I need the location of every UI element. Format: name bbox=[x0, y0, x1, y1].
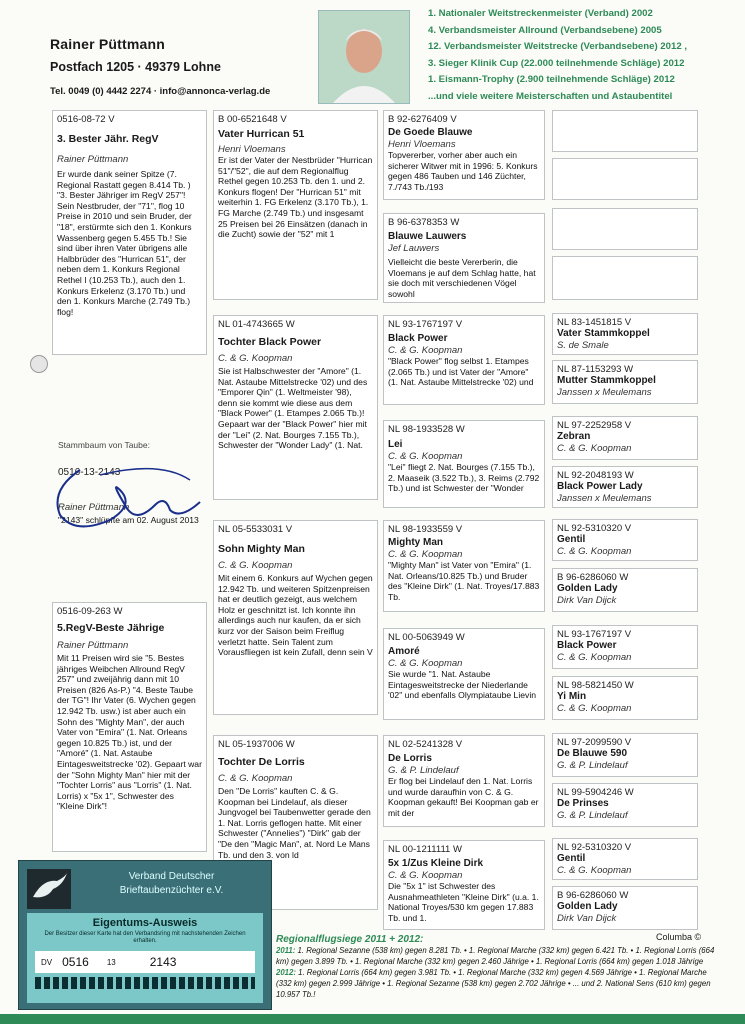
dove-logo-icon bbox=[27, 869, 71, 909]
breeder: Henri Vloemans bbox=[388, 139, 456, 150]
grandparent-box bbox=[383, 420, 545, 508]
pigeon-name: 5x 1/Zus Kleine Dirk bbox=[388, 858, 484, 869]
breeder: C. & G. Koopman bbox=[218, 560, 293, 571]
ring-code-field bbox=[35, 951, 255, 973]
title-item: 12. Verbandsmeister Weitstrecke (Verbandsebene) 2012 , bbox=[428, 41, 687, 52]
description: "Black Power" flog selbst 1. Etampes (2.065 Tb.) und ist Vater der "Amore" (1. Nat. Astaube Mittelstrecke '02) und bbox=[388, 356, 534, 388]
breeder: Rainer Püttmann bbox=[57, 640, 129, 651]
ancestor-box bbox=[552, 466, 698, 508]
pigeon-name: Sohn Mighty Man bbox=[218, 543, 305, 555]
wins-2011 bbox=[276, 945, 716, 967]
card-info-text: Der Besitzer dieser Karte hat den Verbandsring mit nachstehenden Zeichen erhalten. bbox=[44, 931, 246, 944]
title-item: 4. Verbandsmeister Allround (Verbandsebene) 2005 bbox=[428, 24, 662, 36]
grandparent-box bbox=[383, 628, 545, 720]
ring-number: B 92-6276409 V bbox=[388, 114, 457, 125]
subject-mother-box bbox=[52, 602, 207, 852]
copyright: Columba © bbox=[656, 932, 702, 942]
title-item: 3. Sieger Klinik Cup (22.000 teilnehmende Schläge) 2012 bbox=[428, 57, 685, 69]
subject-father-box bbox=[52, 110, 207, 355]
breeder: Janssen x Meulemans bbox=[557, 387, 652, 398]
pigeon-name: Black Power bbox=[388, 333, 448, 344]
ring-number: NL 92-5310320 V bbox=[557, 842, 632, 853]
ring-number: NL 97-2099590 V bbox=[557, 737, 632, 748]
breeder: C. & G. Koopman bbox=[557, 652, 632, 663]
pigeon-name: Black Power Lady bbox=[557, 481, 643, 492]
ownership-card bbox=[18, 860, 272, 1010]
card-body bbox=[27, 913, 263, 1003]
pigeon-name: Blauwe Lauwers bbox=[388, 231, 467, 242]
parent-box bbox=[213, 315, 378, 500]
ring-number: 0516-09-263 W bbox=[57, 606, 123, 617]
empty-ancestor-box bbox=[552, 158, 698, 200]
description: Mit 11 Preisen wird sie "5. Bestes jähriges Weibchen Allround RegV 257" und zweijährig dann mit 10 Preisen (826 As-P.) "4. Beste Taube der TG"! Ihr Vater (6. Wychen gegen 12.942 Tb. usw.) ist aber auch ein Sohn des "Mighty Man", der auch Vater von "Emira" (1. Nat. Orleans gegen 10.825 Tb.) ist, und der "Amoré" (1. Nat. Astaube Eintagesweitstrecke '02). Gepaart war der "Sohn Mighty Man" hier mit der "Tochter Lorris" aus "Lorris" (1. Nat. Lorris) x "5x 1", Schwester des "Kleine Dirk"! bbox=[57, 653, 202, 812]
ancestor-box bbox=[552, 676, 698, 720]
pigeon-name: Tochter De Lorris bbox=[218, 756, 305, 768]
parent-box bbox=[213, 520, 378, 715]
parent-box bbox=[213, 110, 378, 300]
pigeon-name: Yi Min bbox=[557, 691, 587, 702]
titles-list bbox=[428, 6, 687, 105]
title-item: ...und viele weitere Meisterschaften und Astaubentitel bbox=[428, 90, 673, 102]
description: Die "5x 1" ist Schwester des Ausnahmeathleten "Kleine Dirk" (u.a. 1. National Troyes/530 km gegen 17.883 Tb. und 1. bbox=[388, 881, 539, 923]
ring-number: NL 98-1933559 V bbox=[388, 524, 463, 535]
year-label: 2011: bbox=[276, 946, 296, 955]
ring-number: B 00-6521648 V bbox=[218, 114, 287, 125]
signature-icon bbox=[40, 450, 210, 545]
title-item: 1. Eismann-Trophy (2.900 teilnehmende Schläge) 2012 bbox=[428, 74, 675, 85]
pedigree-breeder: Rainer Püttmann bbox=[58, 501, 130, 513]
pedigree-title: Stammbaum von Taube: bbox=[58, 440, 150, 450]
description: Sie ist Halbschwester der "Amore" (1. Nat. Astaube Mittelstrecke '02) und des "Emporer Qin" (1. Weltmeister '98), denn sie kommt wie diese aus dem "Black Power" (1. Etampes 2.065 Tb.)! Gepaart war der "Black Power" hier mit der "Lei" (2. Nat. Bourges 7.155 Tb.), Schwester der "Wonder Lady" (1. Nat. bbox=[218, 366, 368, 451]
breeder: G. & P. Lindelauf bbox=[557, 810, 628, 821]
ancestor-box bbox=[552, 360, 698, 404]
pigeon-name: De Lorris bbox=[388, 753, 432, 764]
grandparent-box bbox=[383, 213, 545, 303]
ring-number: NL 83-1451815 V bbox=[557, 317, 632, 328]
pigeon-name: Mighty Man bbox=[388, 537, 443, 548]
pigeon-name: De Prinses bbox=[557, 798, 609, 809]
ancestor-box bbox=[552, 416, 698, 460]
description: Topvererber, vorher aber auch ein sicherer Witwer mit in 1996: 5. Konkurs gegen 486 Tauben und 146 Züchter, 7./743 Tb./193 bbox=[388, 150, 538, 192]
card-pattern bbox=[35, 977, 255, 989]
pigeon-name: De Goede Blauwe bbox=[388, 127, 473, 138]
breeder: C. & G. Koopman bbox=[557, 546, 632, 557]
description: Sie wurde "1. Nat. Astaube Eintagesweitstrecke der Niederlande '02" und ebenfalls Olympiataube Lievin bbox=[388, 669, 537, 701]
breeder: C. & G. Koopman bbox=[557, 703, 632, 714]
breeder: C. & G. Koopman bbox=[388, 549, 463, 560]
ring-number: NL 93-1767197 V bbox=[557, 629, 632, 640]
ring-number: B 96-6378353 W bbox=[388, 217, 460, 228]
grandparent-box bbox=[383, 110, 545, 200]
description: "Mighty Man" ist Vater von "Emira" (1. Nat. Orleans/10.825 Tb.) und Bruder des "Kleine Dirk" (1. Nat. Troyes/17.883 Tb. bbox=[388, 560, 540, 602]
pigeon-name: Mutter Stammkoppel bbox=[557, 375, 656, 386]
ring-number: B 96-6286060 W bbox=[557, 572, 629, 583]
breeder: Janssen x Meulemans bbox=[557, 493, 652, 504]
pigeon-name: Golden Lady bbox=[557, 901, 618, 912]
empty-ancestor-box bbox=[552, 256, 698, 300]
ring-number: NL 01-4743665 W bbox=[218, 319, 295, 330]
pedigree-note: "2143" schlüpfte am 02. August 2013 bbox=[58, 514, 199, 525]
breeder: C. & G. Koopman bbox=[557, 443, 632, 454]
pigeon-name: Zebran bbox=[557, 431, 591, 442]
pigeon-name: Gentil bbox=[557, 534, 586, 545]
pigeon-name: De Blauwe 590 bbox=[557, 748, 628, 759]
wins-text: 1. Regional Lorris (664 km) gegen 3.981 Tb. • 1. Regional Marche (332 km) gegen 4.569 Jährige • 1. Regional Marche (332 km) gegen 2.999 Jährige • 1. Regional Sezanne (538 km) gegen 2.702 Jährige • ... und 2. National Sens (610 km) gegen 10.957 Tb.! bbox=[276, 968, 711, 999]
breeder: Dirk Van Dijck bbox=[557, 913, 617, 924]
card-number: 2143 bbox=[149, 955, 177, 969]
breeder: C. & G. Koopman bbox=[388, 451, 463, 462]
year-label: 2012: bbox=[276, 968, 296, 977]
ring-number: B 96-6286060 W bbox=[557, 890, 629, 901]
breeder: C. & G. Koopman bbox=[388, 658, 463, 669]
description: Er wurde dank seiner Spitze (7. Regional Rastatt gegen 8.414 Tb. ) "3. Bester Jähriger im RegV 257"! Sein Nestbruder, der "71", flog 10 Preise in 2010 und sein Bruder, der "18", erstürmte sich den 1. Konkurs Wassenberg gegen 5.455 Tb.! Sie sind über ihren Vater übrigens alle Halbbrüder des "Hurrican 51", der neben dem 1. Konkurs Regional Rethel I (10.253 Tb.), auch den 1. Konkurs Erkelenz (3.170 Tb.) und den 1. Konkurs Marche (2.749 Tb.) flog! bbox=[57, 169, 192, 317]
title-item: 1. Nationaler Weitstreckenmeister (Verband) 2002 bbox=[428, 8, 653, 19]
description: Er ist der Vater der Nestbrüder "Hurrican 51"/"52", die auf dem Regionalflug Rethel gegen 10.253 Tb. den 1. und 2. Konkurs flogen! Der "Hurrican 51" mit weiterhin 1. FG Erkelenz (3.170 Tb.), 1. FG Marche (2.749 Tb.) und insgesamt 25 Preisen bei 26 Einsätzen (danach in die Zucht) sowie der "52" mit 1 bbox=[218, 155, 373, 240]
ancestor-box bbox=[552, 625, 698, 669]
ring-number: NL 92-2048193 W bbox=[557, 470, 634, 481]
empty-ancestor-box bbox=[552, 110, 698, 152]
ancestor-box bbox=[552, 838, 698, 880]
pigeon-title: 3. Bester Jähr. RegV bbox=[57, 133, 159, 145]
pigeon-name: Amoré bbox=[388, 646, 420, 657]
breeder: Jef Lauwers bbox=[388, 243, 440, 254]
pedigree-ring: 0516-13-2143 bbox=[58, 466, 121, 478]
ring-number: NL 97-2252958 V bbox=[557, 420, 632, 431]
grandparent-box bbox=[383, 520, 545, 612]
portrait-photo bbox=[318, 10, 410, 104]
breeder: G. & P. Lindelauf bbox=[557, 760, 628, 771]
ring-number: NL 99-5904246 W bbox=[557, 787, 634, 798]
ancestor-box bbox=[552, 568, 698, 612]
ring-number: NL 92-5310320 V bbox=[557, 523, 632, 534]
ancestor-box bbox=[552, 519, 698, 561]
pigeon-name: Vater Stammkoppel bbox=[557, 328, 650, 339]
breeder: C. & G. Koopman bbox=[388, 345, 463, 356]
description: "Lei" fliegt 2. Nat. Bourges (7.155 Tb.), 2. Maaseik (3.522 Tb.), 3. Reims (2.792 Tb.) und ist Schwester der "Wonder bbox=[388, 462, 540, 494]
card-club: 0516 bbox=[62, 955, 89, 969]
owner-address: Postfach 1205 · 49379 Lohne bbox=[50, 60, 221, 74]
ring-number: NL 00-1211111 W bbox=[388, 844, 462, 855]
wins-2012 bbox=[276, 967, 716, 1000]
breeder: Dirk Van Dijck bbox=[557, 595, 617, 606]
grandparent-box bbox=[383, 315, 545, 405]
pigeon-name: Vater Hurrican 51 bbox=[218, 128, 305, 140]
ring-number: NL 02-5241328 V bbox=[388, 739, 463, 750]
wins-text: 1. Regional Sezanne (538 km) gegen 8.281 Tb. • 1. Regional Marche (332 km) gegen 6.421 Tb. • 1. Regional Lorris (664 km) gegen 3.899 Tb. • 1. Regional Marche (332 km) gegen 2.460 Jährige • 1. Regional Lorris (664 km) gegen 1.018 Jährige bbox=[276, 946, 715, 966]
owner-name: Rainer Püttmann bbox=[50, 36, 166, 52]
wins-title: Regionalflugsiege 2011 + 2012: bbox=[276, 934, 424, 945]
description: Mit einem 6. Konkurs auf Wychen gegen 12.942 Tb. und weiteren Spitzenpreisen hat er deutlich gezeigt, aus welchem Holz er geschnitzt ist. Ich konnte ihn allerdings auch nur kaufen, da er sich kurz vor der Saison beim Freiflug verletzt hatte. Sein Talent zum Vorausfliegen ist kein Zufall, denn sein V bbox=[218, 573, 373, 658]
card-prefix: DV bbox=[41, 957, 53, 967]
ancestor-box bbox=[552, 313, 698, 355]
punch-hole-icon bbox=[30, 355, 48, 373]
ring-number: NL 05-1937006 W bbox=[218, 739, 295, 750]
breeder: S. de Smale bbox=[557, 340, 609, 351]
regional-wins bbox=[276, 934, 716, 1000]
breeder: Rainer Püttmann bbox=[57, 154, 129, 165]
breeder: C. & G. Koopman bbox=[218, 353, 293, 364]
empty-ancestor-box bbox=[552, 208, 698, 250]
pigeon-title: 5.RegV-Beste Jährige bbox=[57, 622, 165, 634]
ring-number: 0516-08-72 V bbox=[57, 114, 115, 125]
grandparent-box bbox=[383, 840, 545, 930]
ring-number: NL 05-5533031 V bbox=[218, 524, 293, 535]
bottom-green-bar bbox=[0, 1014, 745, 1024]
breeder: C. & G. Koopman bbox=[388, 870, 463, 881]
ring-number: NL 87-1153293 W bbox=[557, 364, 634, 375]
pigeon-name: Golden Lady bbox=[557, 583, 618, 594]
org-name-1: Verband Deutscher bbox=[128, 871, 215, 882]
card-year: 13 bbox=[106, 957, 116, 967]
breeder: G. & P. Lindelauf bbox=[388, 765, 459, 776]
ring-number: NL 98-5821450 W bbox=[557, 680, 634, 691]
card-title: Eigentums-Ausweis bbox=[92, 917, 198, 929]
pigeon-name: Gentil bbox=[557, 853, 586, 864]
pigeon-name: Lei bbox=[388, 439, 403, 450]
ring-number: NL 93-1767197 V bbox=[388, 319, 463, 330]
breeder: C. & G. Koopman bbox=[218, 773, 293, 784]
ancestor-box bbox=[552, 783, 698, 827]
pigeon-name: Black Power bbox=[557, 640, 617, 651]
breeder: C. & G. Koopman bbox=[557, 865, 632, 876]
ring-number: NL 00-5063949 W bbox=[388, 632, 465, 643]
description: Den "De Lorris" kauften C. & G. Koopman bei Lindelauf, als dieser Jungvogel bei Taubenwetter gerade den 1. Nat. Lorris geflogen hatte. Mit einer Schwester ("Annelies") "Dirk" gab der "De den "Magic Man", at. Nord Le Mans Tb. und den 3. von ld bbox=[218, 786, 371, 860]
pigeon-name: Tochter Black Power bbox=[218, 336, 322, 348]
breeder: Henri Vloemans bbox=[218, 144, 286, 155]
description: Er flog bei Lindelauf den 1. Nat. Lorris und wurde daraufhin von C. & G. Koopman gekauft! Bei Koopman gab er mit der bbox=[388, 776, 539, 818]
ancestor-box bbox=[552, 886, 698, 930]
description: Vielleicht die beste Vererberin, die Vloemans je auf dem Schlag hatte, hat sie doch mit verschiedenen Vögel sowohl bbox=[388, 257, 536, 299]
ancestor-box bbox=[552, 733, 698, 777]
ring-number: NL 98-1933528 W bbox=[388, 424, 465, 435]
owner-contact: Tel. 0049 (0) 4442 2274 · info@annonca-verlag.de bbox=[50, 86, 271, 97]
grandparent-box bbox=[383, 735, 545, 827]
org-name-2: Brieftaubenzüchter e.V. bbox=[119, 885, 224, 896]
